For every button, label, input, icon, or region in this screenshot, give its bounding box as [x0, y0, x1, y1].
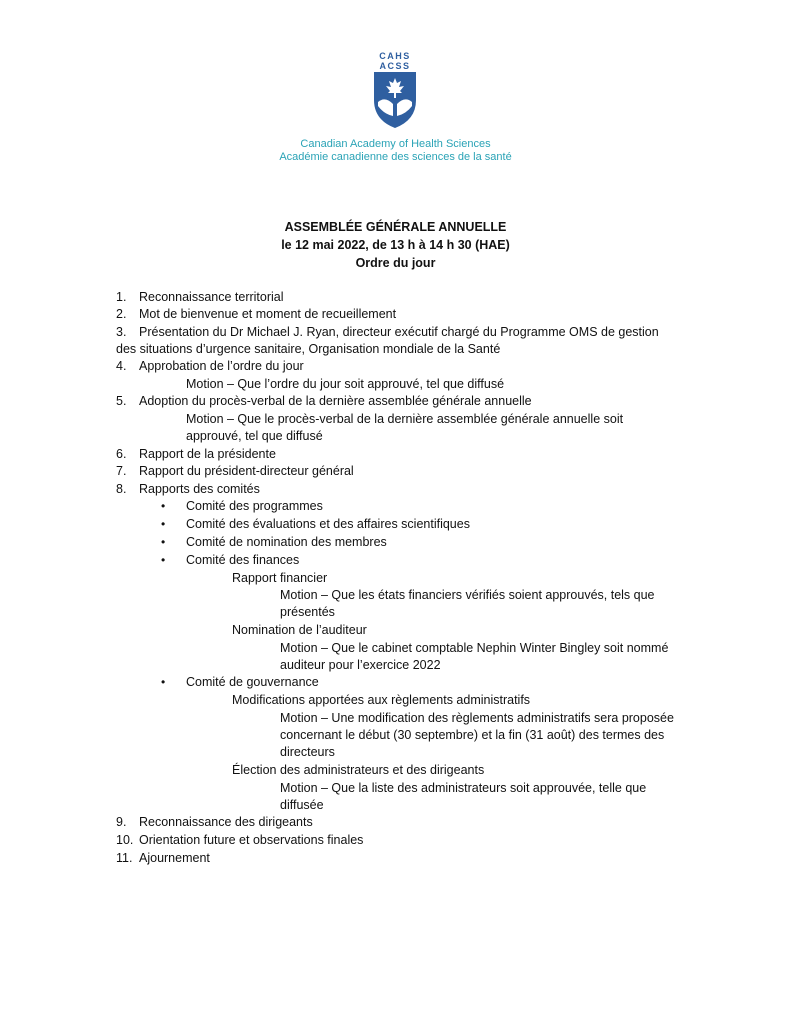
bullet-icon: • [161, 675, 166, 689]
bullet-icon: • [161, 517, 166, 531]
committee-item: Comité des programmes [186, 499, 323, 513]
motion: Motion – Que l’ordre du jour soit approuvé, tel que diffusé [186, 377, 505, 391]
committee-item: Comité de nomination des membres [186, 535, 387, 549]
org-name-en: Canadian Academy of Health Sciences [300, 138, 491, 150]
committee-item: Comité de gouvernance [186, 675, 319, 689]
agenda-item: Orientation future et observations finales [139, 833, 364, 847]
item-number: 2. [116, 307, 127, 321]
bullet-icon: • [161, 499, 166, 513]
item-number: 3. [116, 325, 127, 339]
motion: Motion – Que la liste des administrateurs soit approuvée, telle que [280, 781, 647, 795]
agenda-item: Rapports des comités [139, 482, 260, 496]
item-number: 11. [116, 851, 133, 865]
bullet-icon: • [161, 535, 166, 549]
agenda-item: Mot de bienvenue et moment de recueillement [139, 307, 397, 321]
item-number: 10. [116, 833, 134, 847]
item-number: 7. [116, 464, 127, 478]
motion-continued: directeurs [280, 745, 335, 759]
motion: Motion – Que le procès-verbal de la dernière assemblée générale annuelle soit [186, 412, 624, 426]
agenda-item: Présentation du Dr Michael J. Ryan, directeur exécutif chargé du Programme OMS de gestion [139, 325, 659, 339]
motion: Motion – Que les états financiers vérifiés soient approuvés, tels que [280, 588, 655, 602]
org-name-fr: Académie canadienne des sciences de la santé [279, 151, 512, 163]
motion: Motion – Que le cabinet comptable Nephin Winter Bingley soit nommé [280, 641, 669, 655]
item-number: 4. [116, 359, 127, 373]
motion-continued: approuvé, tel que diffusé [186, 429, 323, 443]
sub-item: Nomination de l’auditeur [232, 623, 367, 637]
meeting-title: ASSEMBLÉE GÉNÉRALE ANNUELLE [284, 220, 507, 234]
agenda-item: Reconnaissance des dirigeants [139, 815, 313, 829]
sub-item: Rapport financier [232, 571, 328, 585]
agenda-item: Rapport du président-directeur général [139, 464, 354, 478]
bullet-icon: • [161, 553, 166, 567]
sub-item: Élection des administrateurs et des dirigeants [232, 763, 485, 777]
agenda-item: Approbation de l’ordre du jour [139, 359, 304, 373]
agenda-item: Reconnaissance territorial [139, 290, 284, 304]
motion-continued: présentés [280, 605, 335, 619]
logo-text-top: CAHS [379, 51, 411, 61]
item-number: 8. [116, 482, 127, 496]
motion-continued: diffusée [280, 798, 324, 812]
committee-item: Comité des évaluations et des affaires scientifiques [186, 517, 470, 531]
item-number: 6. [116, 447, 127, 461]
meeting-date: le 12 mai 2022, de 13 h à 14 h 30 (HAE) [281, 238, 510, 252]
cahs-shield-logo [369, 50, 421, 130]
logo-text-bottom: ACSS [379, 61, 411, 71]
agenda-item-continued: des situations d’urgence sanitaire, Organisation mondiale de la Santé [116, 342, 501, 356]
item-number: 5. [116, 394, 127, 408]
committee-item: Comité des finances [186, 553, 300, 567]
agenda-item: Ajournement [139, 851, 210, 865]
agenda-item: Adoption du procès-verbal de la dernière assemblée générale annuelle [139, 394, 532, 408]
agenda-heading: Ordre du jour [355, 256, 436, 270]
motion: Motion – Une modification des règlements administratifs sera proposée [280, 711, 674, 725]
item-number: 1. [116, 290, 127, 304]
item-number: 9. [116, 815, 127, 829]
agenda-item: Rapport de la présidente [139, 447, 276, 461]
motion-continued: concernant le début (30 septembre) et la fin (31 août) des termes des [280, 728, 665, 742]
motion-continued: auditeur pour l’exercice 2022 [280, 658, 441, 672]
sub-item: Modifications apportées aux règlements administratifs [232, 693, 531, 707]
